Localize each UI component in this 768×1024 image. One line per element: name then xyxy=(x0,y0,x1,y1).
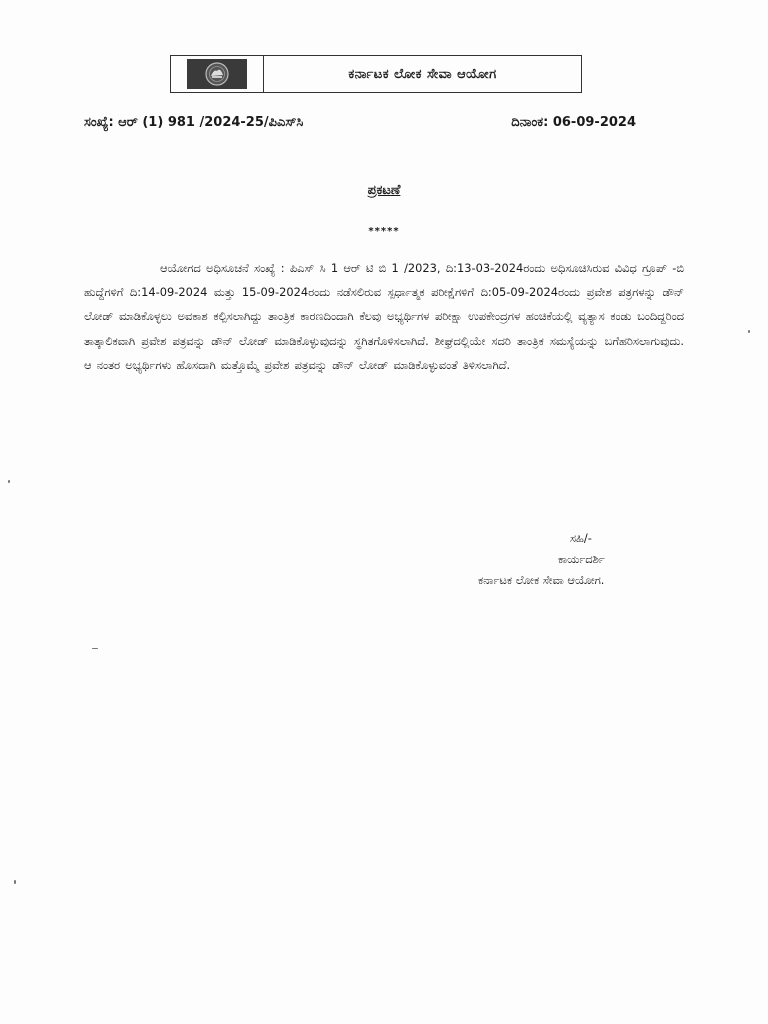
notice-body: ಆಯೋಗದ ಅಧಿಸೂಚನೆ ಸಂಖ್ಯೆ : ಪಿಎಸ್ ಸಿ 1 ಆರ್ ಟಿ ಬಿ 1 /2023, ದಿ:13-03-2024ರಂದು ಅಧಿಸೂಚಿಸಿರುವ ವಿವಿಧ ಗ್ರೂಪ್ -ಬಿ ಹುದ್ದೆಗಳಿಗೆ ದಿ:14-09-2024 ಮತ್ತು 15-09-2024ರಂದು ನಡೆಸಲಿರುವ ಸ್ಪರ್ಧಾತ್ಮಕ ಪರೀಕ್ಷೆಗಳಿಗೆ ದಿ:05-09-2024ರಂದು ಪ್ರವೇಶ ಪತ್ರಗಳನ್ನು ಡೌನ್ ಲೋಡ್ ಮಾಡಿಕೊಳ್ಳಲು ಅವಕಾಶ ಕಲ್ಪಿಸಲಾಗಿದ್ದು ತಾಂತ್ರಿಕ ಕಾರಣದಿಂದಾಗಿ ಕೆಲವು ಅಭ್ಯರ್ಥಿಗಳ ಪರೀಕ್ಷಾ ಉಪಕೇಂದ್ರಗಳ ಹಂಚಿಕೆಯಲ್ಲಿ ವ್ಯತ್ಯಾಸ ಕಂಡು ಬಂದಿದ್ದರಿಂದ ತಾತ್ಕಾಲಿಕವಾಗಿ ಪ್ರವೇಶ ಪತ್ರವನ್ನು ಡೌನ್ ಲೋಡ್ ಮಾಡಿಕೊಳ್ಳುವುದನ್ನು ಸ್ಥಗಿತಗೊಳಿಸಲಾಗಿದೆ. ಶೀಘ್ರದಲ್ಲಿಯೇ ಸದರಿ ತಾಂತ್ರಿಕ ಸಮಸ್ಯೆಯನ್ನು ಬಗೆಹರಿಸಲಾಗುವುದು. ಆ ನಂತರ ಅಭ್ಯರ್ಥಿಗಳು ಹೊಸದಾಗಿ ಮತ್ತೊಮ್ಮೆ ಪ್ರವೇಶ ಪತ್ರವನ್ನು ಡೌನ್ ಲೋಡ್ ಮಾಡಿಕೊಳ್ಳುವಂತೆ ತಿಳಿಸಲಾಗಿದೆ. xyxy=(84,261,684,372)
reference-line xyxy=(84,115,636,130)
scan-speck xyxy=(748,330,750,333)
signature-block xyxy=(478,528,718,591)
signatory-organization: ಕರ್ನಾಟಕ ಲೋಕ ಸೇವಾ ಆಯೋಗ. xyxy=(478,573,605,587)
signed-mark: ಸಹಿ/- xyxy=(570,531,592,545)
emblem-logo xyxy=(187,59,247,89)
scan-speck xyxy=(92,648,98,649)
reference-date: ದಿನಾಂಕ: 06-09-2024 xyxy=(511,115,636,130)
separator-stars: ***** xyxy=(368,226,400,237)
scan-speck xyxy=(8,480,10,483)
emblem-icon xyxy=(200,61,234,87)
logo-cell xyxy=(171,56,264,92)
signatory-designation: ಕಾರ್ಯದರ್ಶಿ xyxy=(558,552,605,566)
notice-title: ಪ್ರಕಟಣೆ xyxy=(367,183,401,198)
reference-number: ಸಂಖ್ಯೆ: ಆರ್ (1) 981 /2024-25/ಪಿಎಸ್‌ಸಿ xyxy=(84,115,304,130)
letterhead-box xyxy=(170,55,582,93)
organization-title: ಕರ್ನಾಟಕ ಲೋಕ ಸೇವಾ ಆಯೋಗ xyxy=(348,66,497,82)
scan-speck xyxy=(14,880,16,884)
